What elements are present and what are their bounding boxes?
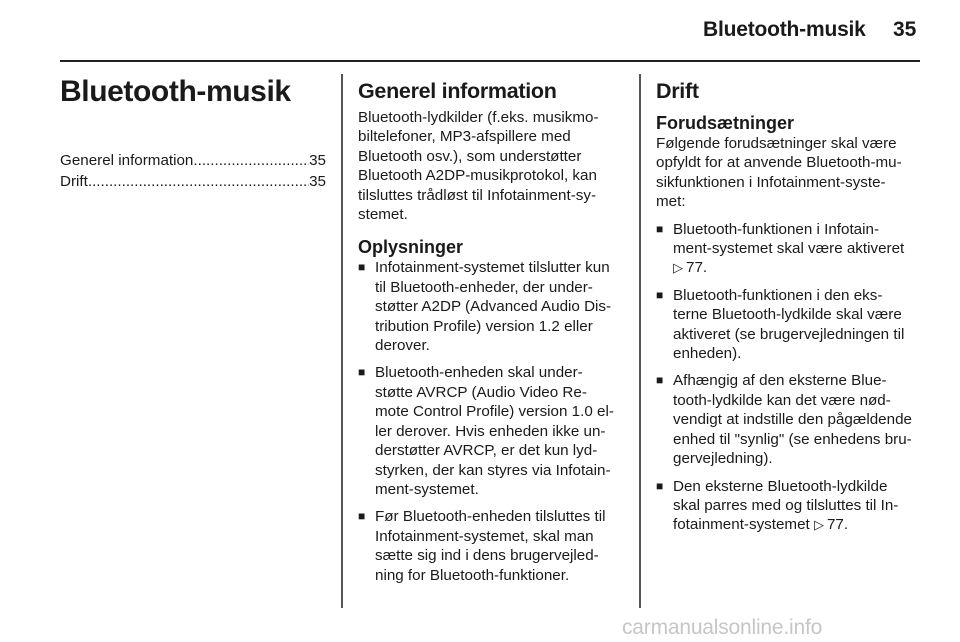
text-line: enhed til "synlig" (se enhedens bru- [673, 430, 912, 448]
square-bullet-icon: ■ [656, 287, 664, 302]
text-line: Bluetooth osv.), som understøtter [358, 147, 582, 165]
page-number: 35 [893, 18, 917, 41]
text-line: vendigt at indstille den pågældende [673, 411, 912, 429]
text-line: derover. [375, 337, 430, 355]
requirements-bullet-list [656, 220, 922, 535]
square-bullet-icon: ■ [358, 260, 366, 275]
list-item [656, 220, 922, 278]
text-line: gervejledning). [673, 450, 773, 468]
text-line: Bluetooth-enheden skal under- [375, 364, 583, 382]
section-heading-generel-information: Generel information [358, 79, 557, 103]
toc-entry-page: 35 [309, 152, 326, 169]
square-bullet-icon: ■ [358, 365, 366, 380]
text-line: stemet. [358, 206, 408, 224]
square-bullet-icon: ■ [358, 509, 366, 524]
table-of-contents [60, 150, 326, 192]
page-reference[interactable]: 77. [686, 259, 708, 277]
list-item [656, 371, 922, 468]
toc-leader-dots [193, 150, 309, 171]
toc-entry-generel-information[interactable] [60, 150, 326, 171]
text-line: Den eksterne Bluetooth-lydkilde [673, 477, 888, 495]
text-line: Før Bluetooth-enheden tilsluttes til [375, 508, 606, 526]
header-rule [60, 60, 920, 62]
text-line: aktiveret (se brugervejledningen til [673, 325, 905, 343]
intro-paragraph [358, 108, 624, 224]
text-line: fotainment-systemet [673, 516, 810, 534]
section-heading-drift: Drift [656, 79, 699, 103]
text-line: Bluetooth-funktionen i Infotain- [673, 220, 880, 238]
text-line: opfyldt for at anvende Bluetooth-mu- [656, 154, 902, 172]
text-line: tilsluttes trådløst til Infotainment-sy- [358, 186, 597, 204]
text-line: mote Control Profile) version 1.0 el- [375, 403, 614, 421]
text-line: tooth-lydkilde kan det være nød- [673, 391, 891, 409]
text-line: støtter A2DP (Advanced Audio Dis- [375, 298, 612, 316]
intro-paragraph [656, 134, 922, 212]
text-line: enheden). [673, 345, 742, 363]
text-line: biltelefoner, MP3-afspillere med [358, 128, 571, 146]
text-line: Infotainment-systemet, skal man [375, 527, 594, 545]
page-reference-arrow-icon[interactable]: ▷ [813, 517, 824, 533]
subheading-forudsaetninger: Forudsætninger [656, 113, 794, 133]
text-line: Bluetooth-lydkilder (f.eks. musikmo- [358, 109, 599, 126]
list-item [656, 477, 922, 535]
toc-entry-page: 35 [309, 173, 326, 190]
page-reference[interactable]: 77. [826, 516, 849, 534]
text-line: ment-systemet skal være aktiveret [673, 240, 905, 258]
list-item [358, 507, 624, 585]
column-divider-1 [341, 74, 343, 608]
column-divider-2 [639, 74, 641, 608]
list-item [358, 258, 624, 355]
text-line: til Bluetooth-enheder, der under- [375, 278, 593, 296]
chapter-title: Bluetooth-musik [60, 75, 291, 108]
running-title: Bluetooth-musik [703, 18, 866, 41]
text-line: Bluetooth-funktionen i den eks- [673, 286, 883, 304]
toc-leader-dots [88, 171, 309, 192]
text-line: Afhængig af den eksterne Blue- [673, 372, 887, 390]
square-bullet-icon: ■ [656, 478, 664, 493]
list-item [358, 363, 624, 499]
square-bullet-icon: ■ [656, 221, 664, 236]
list-item [656, 286, 922, 364]
text-line: Infotainment-systemet tilslutter kun [375, 259, 610, 277]
text-line: ning for Bluetooth-funktioner. [375, 566, 570, 584]
text-line: terne Bluetooth-lydkilde skal være [673, 306, 902, 324]
text-line: ler derover. Hvis enheden ikke un- [375, 422, 606, 440]
text-line: sætte sig ind i dens brugervejled- [375, 547, 599, 565]
toc-entry-label: Generel information [60, 152, 194, 169]
subheading-oplysninger: Oplysninger [358, 237, 464, 258]
toc-entry-drift[interactable] [60, 171, 326, 192]
text-line: sikfunktionen i Infotainment-syste- [656, 173, 886, 191]
text-line: tribution Profile) version 1.2 eller [375, 317, 593, 335]
text-line: skal parres med og tilsluttes til In- [673, 496, 899, 514]
text-line: derstøtter AVRCP, er det kun lyd- [375, 442, 598, 460]
text-line: met: [656, 193, 686, 211]
text-line: Bluetooth A2DP-musikprotokol, kan [358, 167, 597, 185]
info-bullet-list [358, 258, 624, 585]
column-general-information [358, 74, 624, 593]
text-line: støtte AVRCP (Audio Video Re- [375, 383, 587, 401]
column-drift [656, 74, 922, 543]
square-bullet-icon: ■ [656, 373, 664, 388]
text-line: ment-systemet. [375, 480, 479, 498]
text-line: Følgende forudsætninger skal være [656, 135, 897, 152]
column-toc [60, 74, 326, 192]
text-line: styrken, der kan styres via Infotain- [375, 461, 611, 479]
page-reference-arrow-icon[interactable]: ▷ [673, 260, 683, 276]
toc-entry-label: Drift [60, 173, 88, 190]
watermark: carmanualsonline.info [622, 616, 823, 639]
